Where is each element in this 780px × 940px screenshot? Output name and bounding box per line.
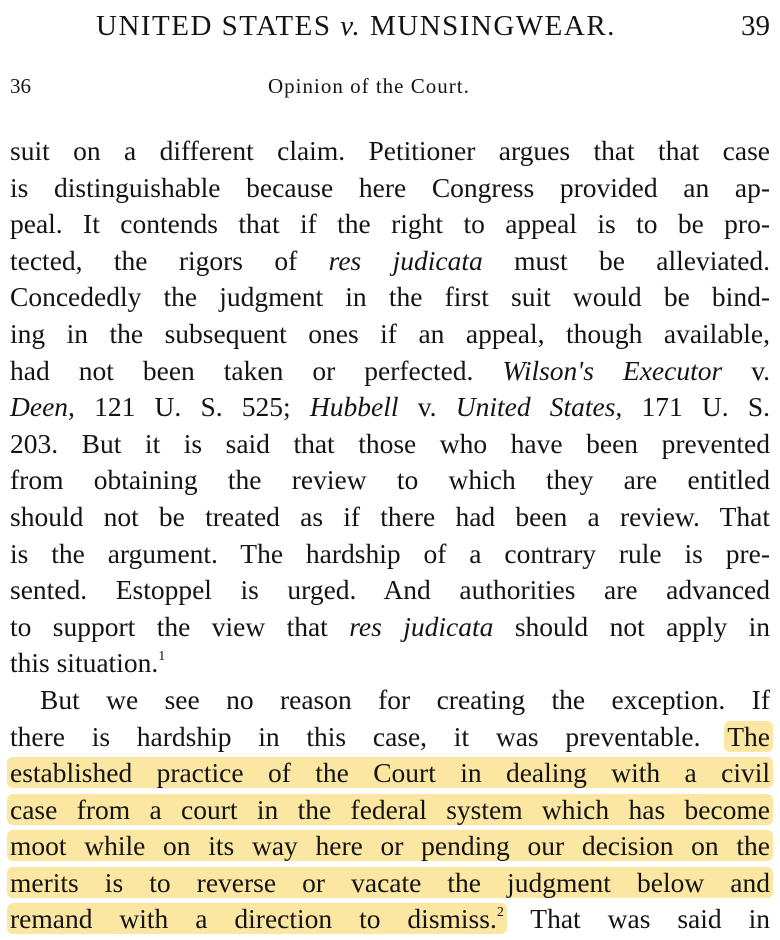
highlighted-text[interactable]: established practice of the Court in dealing with a civil bbox=[7, 757, 773, 788]
text-line bbox=[10, 243, 770, 280]
text-segment: v. bbox=[751, 354, 771, 386]
text-line: sented. Estoppel is urged. And authorities are advanced bbox=[10, 574, 770, 606]
text-line bbox=[10, 792, 770, 829]
text-line bbox=[10, 609, 770, 646]
text-line: Concededly the judgment in the first suit would be bind- bbox=[10, 281, 770, 313]
text-line bbox=[10, 901, 770, 938]
case-citation-name: Wilson's Executor bbox=[502, 354, 723, 386]
citation-reporter: 121 U. S. 525; bbox=[94, 391, 291, 423]
highlighted-text[interactable] bbox=[7, 903, 507, 934]
citation-reporter: 171 U. S. bbox=[641, 391, 771, 423]
text-line bbox=[10, 353, 770, 390]
text-line: is distinguishable because here Congress provided an ap- bbox=[10, 171, 770, 203]
case-citation-name: United States, bbox=[455, 391, 623, 423]
text-line bbox=[10, 755, 770, 792]
text-line: peal. It contends that if the right to appeal is to be pro- bbox=[10, 208, 770, 240]
highlighted-text[interactable]: moot while on its way here or pending our decision on the bbox=[7, 830, 773, 861]
opinion-label: Opinion of the Court. bbox=[268, 74, 470, 98]
running-header bbox=[0, 10, 780, 44]
text-line: 203. But it is said that those who have been prevented bbox=[10, 427, 770, 459]
case-title-versus: v. bbox=[340, 10, 362, 42]
sub-header bbox=[0, 74, 780, 104]
case-title-right: MUNSINGWEAR. bbox=[369, 10, 616, 42]
text-line: from obtaining the review to which they are entitled bbox=[10, 464, 770, 496]
highlighted-text[interactable]: The bbox=[724, 721, 773, 752]
text-line bbox=[10, 719, 770, 756]
italic-phrase: res judicata bbox=[349, 610, 494, 642]
volume-page-ref: 36 bbox=[10, 74, 31, 98]
text-segment: must be alleviated. bbox=[514, 244, 771, 276]
case-title-left: UNITED STATES bbox=[96, 10, 332, 42]
case-citation-name: Deen, bbox=[10, 391, 75, 423]
text-segment: That was said in bbox=[530, 903, 770, 935]
text-segment: this situation. bbox=[10, 647, 159, 679]
case-title bbox=[96, 10, 616, 43]
text-segment: remand with a direction to dismiss. bbox=[10, 903, 497, 935]
case-citation-name: Hubbell bbox=[309, 391, 399, 423]
footnote-marker: 2 bbox=[496, 905, 504, 921]
highlighted-text[interactable]: merits is to reverse or vacate the judgment below and bbox=[7, 867, 773, 898]
paragraph-first-line: But we see no reason for creating the exception. If bbox=[40, 683, 770, 715]
highlighted-text[interactable]: case from a court in the federal system which has become bbox=[7, 794, 773, 825]
italic-phrase: res judicata bbox=[328, 244, 483, 276]
page-number: 39 bbox=[741, 10, 770, 42]
opinion-body bbox=[10, 133, 770, 938]
text-segment: should not apply in bbox=[514, 610, 771, 642]
footnote-marker: 1 bbox=[158, 649, 166, 665]
text-line bbox=[10, 828, 770, 865]
text-line: is the argument. The hardship of a contrary rule is pre- bbox=[10, 537, 770, 569]
text-segment: v. bbox=[417, 391, 437, 423]
text-line: ing in the subsequent ones if an appeal, though available, bbox=[10, 317, 770, 349]
text-line: should not be treated as if there had been a review. That bbox=[10, 500, 770, 532]
text-line bbox=[10, 389, 770, 426]
text-line: suit on a different claim. Petitioner argues that that case bbox=[10, 135, 770, 166]
text-segment: to support the view that bbox=[10, 610, 328, 642]
text-line bbox=[10, 645, 770, 682]
text-segment: tected, the rigors of bbox=[10, 244, 298, 276]
text-segment: had not been taken or perfected. bbox=[10, 354, 474, 386]
text-line bbox=[10, 865, 770, 902]
text-segment: there is hardship in this case, it was preventable. bbox=[10, 720, 701, 752]
